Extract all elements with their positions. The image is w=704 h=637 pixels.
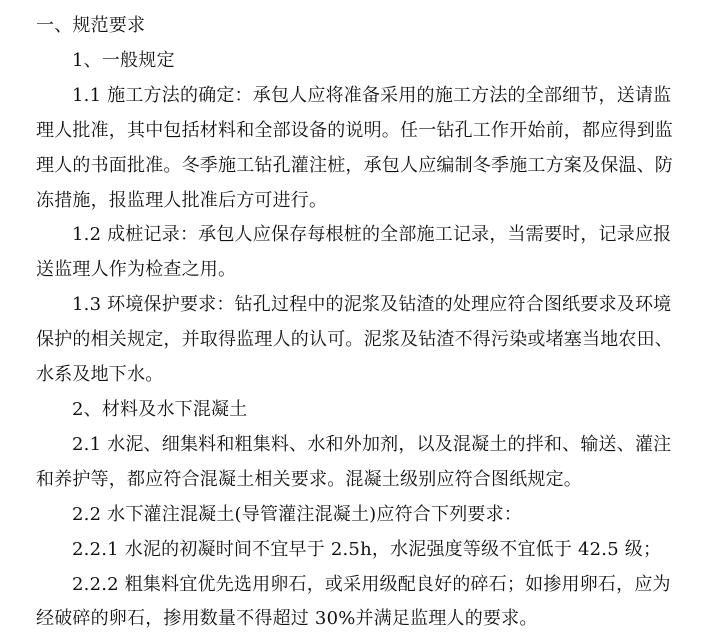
paragraph-1-3-line-3: 水系及地下水。 xyxy=(36,364,164,386)
subsection-heading-materials: 2、材料及水下混凝土 xyxy=(72,398,248,420)
section-heading-spec-requirements: 一、规范要求 xyxy=(36,15,146,36)
paragraph-2-1-line-1: 2.1 水泥、细集料和粗集料、水和外加剂，以及混凝土的拌和、输送、灌注 xyxy=(72,433,672,455)
paragraph-2-2-2-line-2: 经破碎的卵石，掺用数量不得超过 30%并满足监理人的要求。 xyxy=(36,608,538,630)
paragraph-1-2-line-2: 送监理人作为检查之用。 xyxy=(36,259,237,281)
paragraph-1-3-line-2: 保护的相关规定，并取得监理人的认可。泥浆及钻渣不得污染或堵塞当地农田、 xyxy=(36,329,673,351)
paragraph-2-2-1-line-1: 2.2.1 水泥的初凝时间不宜早于 2.5h，水泥强度等级不宜低于 42.5 级； xyxy=(72,538,662,560)
paragraph-2-1-line-2: 和养护等，都应符合混凝土相关要求。混凝土级别应符合图纸规定。 xyxy=(36,468,582,490)
paragraph-2-2-line-1: 2.2 水下灌注混凝土(导管灌注混凝土)应符合下列要求： xyxy=(72,503,522,525)
subsection-heading-general-rules: 1、一般规定 xyxy=(72,49,175,71)
paragraph-1-1-line-3: 理人的书面批准。冬季施工钻孔灌注桩，承包人应编制冬季施工方案及保温、防 xyxy=(36,154,673,176)
paragraph-2-2-2-line-1: 2.2.2 粗集料宜优先选用卵石，或采用级配良好的碎石；如掺用卵石，应为 xyxy=(72,573,671,595)
paragraph-1-1-line-1: 1.1 施工方法的确定：承包人应将准备采用的施工方法的全部细节，送请监 xyxy=(72,84,672,106)
paragraph-1-1-line-4: 冻措施，报监理人批准后方可进行。 xyxy=(36,189,328,211)
paragraph-1-3-line-1: 1.3 环境保护要求：钻孔过程中的泥浆及钻渣的处理应符合图纸要求及环境 xyxy=(72,294,672,316)
paragraph-1-1-line-2: 理人批准，其中包括材料和全部设备的说明。任一钻孔工作开始前，都应得到监 xyxy=(36,119,673,141)
paragraph-1-2-line-1: 1.2 成桩记录：承包人应保存每根桩的全部施工记录，当需要时，记录应报 xyxy=(72,224,672,246)
